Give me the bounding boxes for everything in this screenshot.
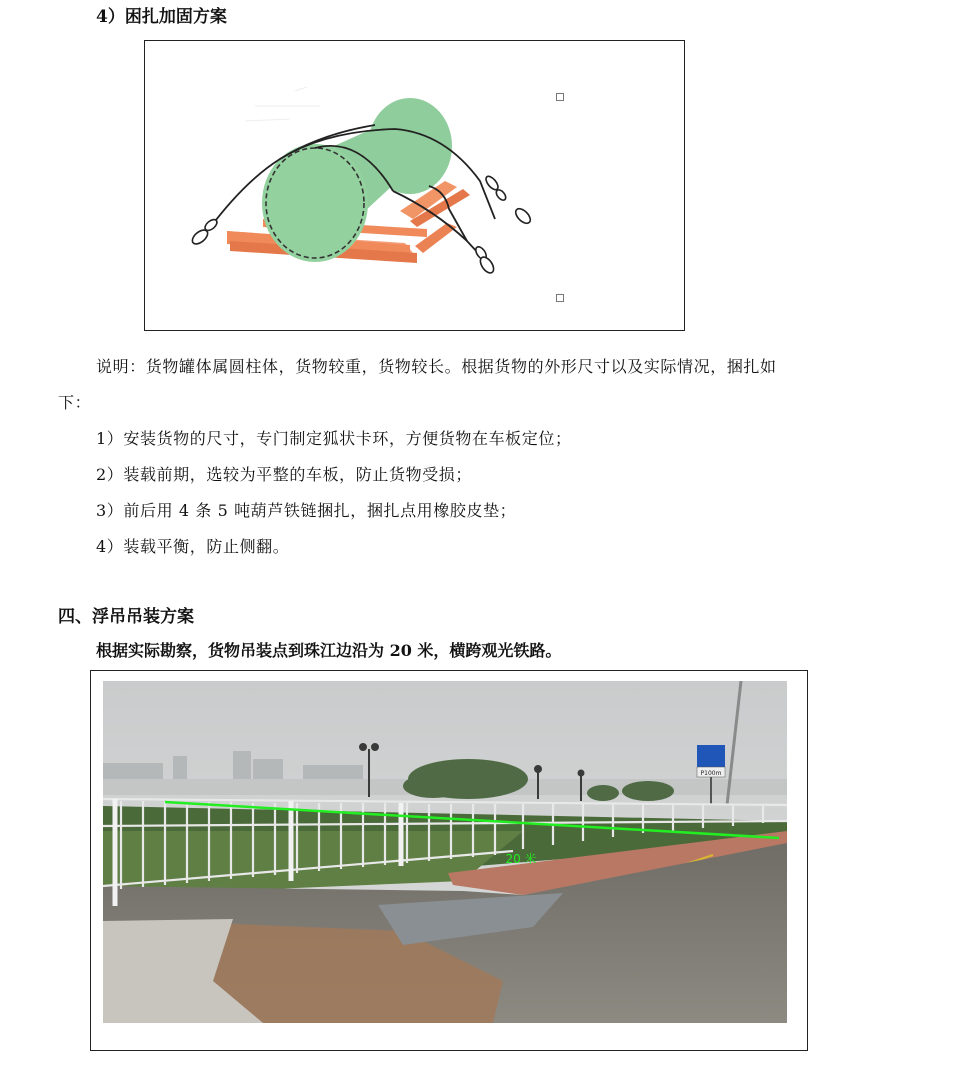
section-4-heading: 4）困扎加固方案 [96, 7, 227, 27]
description-line-2: 下： [58, 393, 92, 412]
step-item: 2）装载前期，选较为平整的车板，防止货物受损； [96, 465, 472, 484]
site-photo [103, 681, 787, 1023]
distance-label: 20 米 [505, 852, 537, 866]
sign-text: P100m [700, 770, 722, 777]
step-item: 1）安装货物的尺寸，专门制定狐状卡环，方便货物在车板定位； [96, 429, 572, 448]
road-sign-icon [697, 745, 725, 767]
resize-handle-top [556, 93, 564, 101]
lashing-diagram-frame [144, 40, 685, 331]
site-photo-frame [90, 670, 808, 1051]
step-item: 3）前后用 4 条 5 吨葫芦铁链捆扎，捆扎点用橡胶皮垫； [96, 501, 517, 520]
lashing-diagram [145, 41, 683, 329]
resize-handle-bottom [556, 294, 564, 302]
step-item: 4）装载平衡，防止侧翻。 [96, 537, 290, 556]
section-iv-summary: 根据实际勘察，货物吊装点到珠江边沿为 20 米，横跨观光铁路。 [96, 641, 562, 660]
description-line-1: 说明：货物罐体属圆柱体，货物较重，货物较长。根据货物的外形尺寸以及实际情况，捆扎如 [96, 357, 777, 376]
section-iv-heading: 四、浮吊吊装方案 [58, 607, 194, 627]
tank-cylinder [262, 98, 452, 262]
